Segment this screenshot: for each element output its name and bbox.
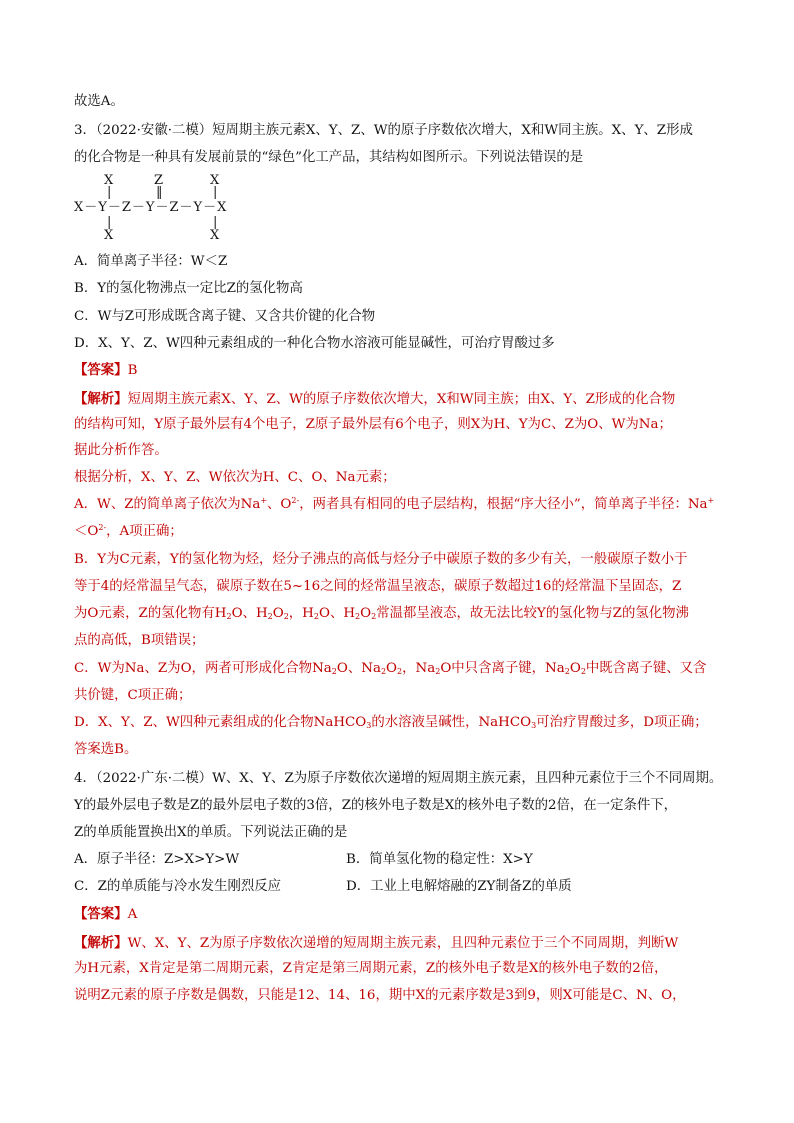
subscript: 2 — [331, 667, 337, 676]
option-a: A．简单离子半径：W＜Z — [74, 254, 228, 269]
text-run: O、H — [231, 606, 268, 621]
analysis-line: 答案选B。 — [74, 742, 138, 757]
answer-line — [74, 905, 722, 924]
text-run: O — [360, 606, 372, 621]
text-run: O — [569, 661, 581, 676]
analysis-tag: 【解析】 — [74, 935, 128, 951]
subscript: 2 — [313, 612, 319, 621]
text-line: 故选A。 — [74, 94, 124, 109]
option-d: D．X、Y、Z、W四种元素组成的一种化合物水溶液可能显碱性，可治疗胃酸过多 — [74, 336, 555, 351]
text-run: O、Na — [336, 661, 381, 676]
text-run: 可治疗胃酸过多，D项正确； — [536, 715, 708, 730]
text-run: 、O — [267, 497, 292, 512]
question-4-stem-cont: Z的单质能置换出X的单质。下列说法正确的是 — [74, 825, 348, 840]
atom-label: X — [210, 173, 220, 188]
atom-label: X — [104, 173, 114, 188]
subscript: 2 — [267, 612, 273, 621]
bond-single: | — [213, 215, 218, 230]
question-3-stem-cont: 的化合物是一种具有发展前景的“绿色”化工产品，其结构如图所示。下列说法错误的是 — [74, 150, 584, 165]
subscript: 2 — [580, 667, 586, 676]
subscript: 2 — [564, 667, 570, 676]
bond-double: ‖ — [156, 185, 163, 200]
analysis-line: 的结构可知，Y原子最外层有4个电子，Z原子最外层有6个电子，则X为H、Y为C、Z为O、W为Na； — [74, 417, 672, 432]
text-run: D．X、Y、Z、W四种元素组成的化合物NaHCO — [74, 715, 367, 730]
subscript: 2 — [371, 612, 377, 621]
analysis-line: 共价键，C项正确； — [74, 688, 192, 703]
analysis-line — [74, 660, 722, 678]
text-run: 的水溶液呈碱性，NaHCO — [371, 715, 532, 730]
option-b: B．Y的氢化物沸点一定比Z的氢化物高 — [74, 281, 303, 296]
bond-single: | — [213, 185, 218, 200]
option-row — [74, 878, 722, 896]
option-c: C．W与Z可形成既含离子键、又含共价键的化合物 — [74, 309, 376, 324]
subscript: 2 — [355, 612, 361, 621]
question-4-stem: 4．（2022·广东·二模）W、X、Y、Z为原子序数依次递增的短周期主族元素，且四种元素位于三个不同周期。 — [74, 771, 723, 786]
subscript: 2 — [435, 667, 441, 676]
answer-value: B — [127, 363, 138, 378]
superscript: + — [707, 496, 715, 505]
analysis-line — [74, 934, 722, 953]
analysis-line: 点的高低，B项错误； — [74, 633, 205, 648]
answer-tag: 【答案】 — [74, 906, 128, 922]
atom-label: X — [210, 228, 220, 243]
main-chain: X－Y－Z－Y－Z－Y－X — [74, 200, 228, 215]
analysis-line — [74, 496, 722, 514]
option-c: C．Z的单质能与冷水发生刚烈反应 — [74, 879, 282, 894]
text-run: A．W、Z的简单离子依次为Na — [74, 497, 261, 512]
subscript: 2 — [380, 667, 387, 676]
text-run: ＜O — [74, 524, 99, 539]
question-4-stem-cont: Y的最外层电子数是Z的最外层电子数的3倍，Z的核外电子数是X的核外电子数的2倍，在一定条件下， — [74, 798, 678, 813]
text-run: C．W为Na、Z为O，两者可形成化合物Na — [74, 661, 332, 676]
atom-label: X — [104, 228, 114, 243]
analysis-line — [74, 523, 722, 541]
subscript: 3 — [531, 721, 537, 730]
analysis-line: B．Y为C元素，Y的氢化物为烃，烃分子沸点的高低与烃分子中碳原子数的多少有关，一般碳原子数小于 — [74, 552, 688, 567]
text-run: O中只含离子键，Na — [440, 661, 565, 676]
text-run: 为O元素，Z的氢化物有H — [74, 606, 227, 621]
subscript: 2 — [397, 667, 403, 676]
answer-tag: 【答案】 — [74, 362, 128, 378]
option-row — [74, 851, 722, 869]
analysis-line — [74, 605, 722, 623]
superscript: 2- — [98, 523, 107, 532]
text-run: 中既含离子键、又含 — [585, 661, 707, 676]
analysis-text: W、X、Y、Z为原子序数依次递增的短周期主族元素，且四种元素位于三个不同周期，判断W — [127, 936, 679, 951]
analysis-line — [74, 390, 722, 409]
analysis-line: 根据分析，X、Y、Z、W依次为H、C、O、Na元素； — [74, 470, 396, 485]
text-run: O、H — [318, 606, 356, 621]
text-run: ，Na — [402, 661, 436, 676]
structure-diagram — [74, 174, 264, 242]
text-run: ，H — [288, 606, 314, 621]
subscript: 2 — [226, 612, 232, 621]
analysis-line: 为H元素，X肯定是第二周期元素，Z肯定是第三周期元素，Z的核外电子数是X的核外电子数的2倍， — [74, 961, 668, 976]
analysis-text: 短周期主族元素X、Y、Z、W的原子序数依次增大，X和W同主族；由X、Y、Z形成的化合物 — [127, 392, 676, 407]
text-run: O — [386, 661, 398, 676]
analysis-tag: 【解析】 — [74, 391, 128, 407]
option-d: D．工业上电解熔融的ZY制备Z的单质 — [346, 879, 572, 894]
question-3-stem: 3．（2022·安徽·二模）短周期主族元素X、Y、Z、W的原子序数依次增大，X和W同主族。X、Y、Z形成 — [74, 123, 693, 138]
atom-label: Z — [154, 173, 164, 188]
text-run: ，A项正确； — [106, 524, 183, 539]
option-a: A．原子半径：Z>X>Y>W — [74, 852, 240, 867]
answer-line — [74, 361, 722, 380]
subscript: 3 — [366, 721, 372, 730]
bond-single: | — [107, 185, 112, 200]
text-run: O — [272, 606, 284, 621]
answer-value: A — [127, 907, 138, 922]
subscript: 2 — [283, 612, 289, 621]
bond-single: | — [107, 215, 112, 230]
text-run: ，两者具有相同的电子层结构，根据“序大径小”，简单离子半径：Na — [299, 497, 708, 512]
superscript: 2- — [291, 496, 300, 505]
analysis-line: 等于4的烃常温呈气态，碳原子数在5~16之间的烃常温呈液态，碳原子数超过16的烃常温下呈固态，Z — [74, 579, 682, 594]
analysis-line: 据此分析作答。 — [74, 443, 168, 458]
option-b: B．简单氢化物的稳定性：X>Y — [346, 852, 533, 867]
text-run: 常温都呈液态，故无法比较Y的氢化物与Z的氢化物沸 — [376, 606, 689, 621]
analysis-line: 说明Z元素的原子序数是偶数，只能是12、14、16，期中X的元素序数是3到9，则X可能是C、N、O， — [74, 988, 686, 1003]
superscript: + — [260, 496, 268, 505]
analysis-line — [74, 714, 722, 732]
